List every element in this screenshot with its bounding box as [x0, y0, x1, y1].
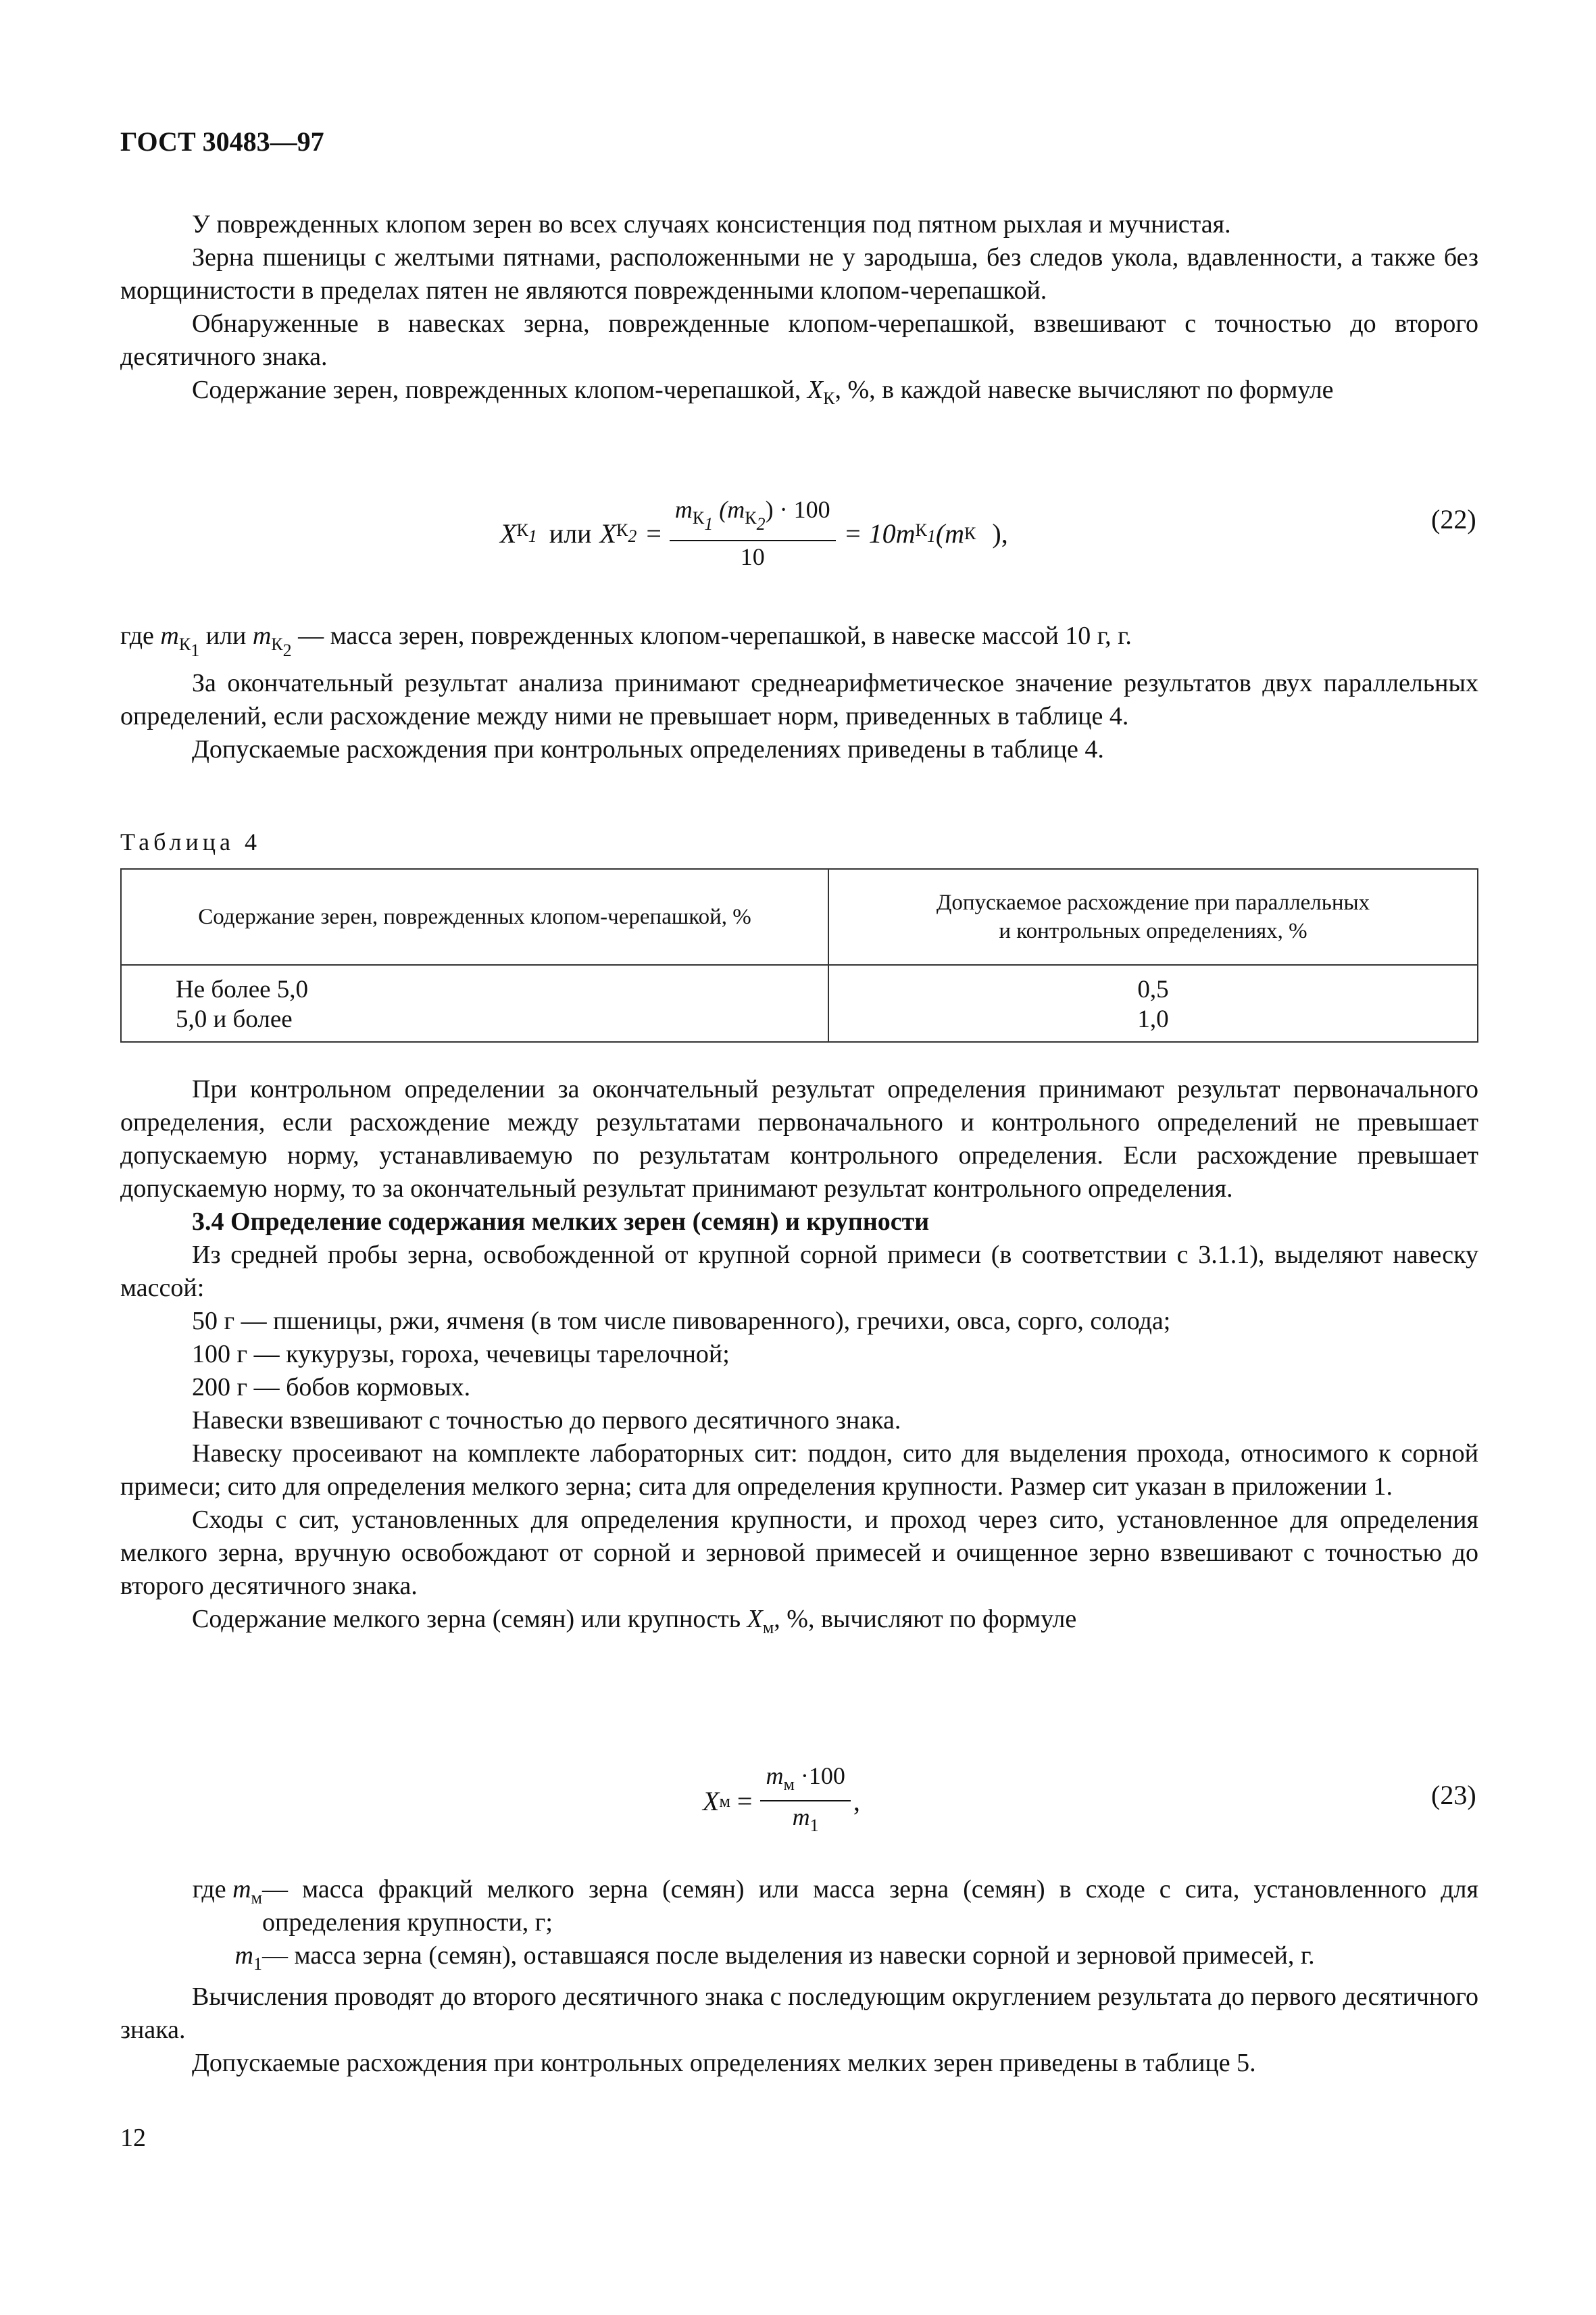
formula-23-fraction: $\frac{m_м \cdot 100}{m_1}$	[760, 1760, 850, 1841]
paragraph: За окончательный результат анализа принимают среднеарифметическое значение результатов двух параллельных определений, если расхождение между ними не превышает норм, приведенных в таблице 4.	[120, 669, 1478, 730]
table-row	[121, 965, 1478, 1042]
formula-23: X м = $\frac{m_м \cdot 100}{m_1}$ ,	[703, 1764, 860, 1838]
paragraph: 50 г — пшеницы, ржи, ячменя (в том числе пивоваренного), гречихи, овса, сорго, солода;	[192, 1307, 1171, 1335]
paragraph: Допускаемые расхождения при контрольных определениях мелких зерен приведены в таблице 5.	[192, 2049, 1256, 2077]
section-heading: 3.4 Определение содержания мелких зерен (семян) и крупности	[192, 1208, 930, 1236]
paragraph: Допускаемые расхождения при контрольных определениях приведены в таблице 4.	[192, 735, 1104, 764]
formula-22: X $К_1$ или X $К_2$ = $\frac{m_{К_1} (m_{К_2}) \cdot 100}{10}$ = 10m $К_1$ (m К ),	[500, 496, 1008, 570]
formula-22-where: где $m_{К_1}$ или $m_{К_2}$ — масса зерен, поврежденных клопом-черепашкой, в навеске массой 10 г, г.	[120, 622, 1132, 660]
paragraph: При контрольном определении за окончательный результат определения принимают результат первоначального определения, если расхождение между результатами первоначального и контрольного определений не превышает допускаемую норму, устанавливаемую по результатам контрольного определения. Если расхождение превышает допускаемую норму, то за окончательный результат принимают результат контрольного определения.	[120, 1075, 1478, 1203]
formula-23-number: (23)	[1431, 1780, 1476, 1810]
paragraph: Навеску просеивают на комплекте лабораторных сит: поддон, сито для выделения прохода, относимого к сорной примеси; сито для определения мелкого зерна; сита для определения крупности. Размер сит указан в приложении 1.	[120, 1439, 1478, 1501]
paragraph: Сходы с сит, установленных для определения крупности, и проход через сито, установленное для определения мелкого зерна, вручную освобождают от сорной и зерновой примесей и очищенное зерно взвешивают с точностью до второго десятичного знака.	[120, 1505, 1478, 1600]
paragraph: Навески взвешивают с точностью до первого десятичного знака.	[192, 1406, 901, 1435]
table-header-cell: Допускаемое расхождение при параллельных и контрольных определениях, %	[828, 869, 1478, 965]
formula-22-fraction: $\frac{m_{К_1} (m_{К_2}) \cdot 100}{10}$	[670, 494, 836, 572]
mid-paragraphs	[120, 620, 1478, 766]
formula-23-where-1: где $m_м$ — масса фракций мелкого зерна (семян) или масса зерна (семян) в сходе с сита, установленного для определения крупности, г;	[192, 1875, 1478, 1937]
paragraph: У поврежденных клопом зерен во всех случаях консистенция под пятном рыхлая и мучнистая.	[192, 210, 1231, 239]
table-header-cell: Содержание зерен, поврежденных клопом-черепашкой, %	[121, 869, 828, 965]
formula-22-number: (22)	[1431, 504, 1476, 534]
document-header: ГОСТ 30483—97	[120, 126, 324, 157]
table-header-row	[121, 869, 1478, 965]
paragraph: Зерна пшеницы с желтыми пятнами, расположенными не у зародыша, без следов укола, вдавленности, а также без морщинистости в пределах пятен не являются поврежденными клопом-черепашкой.	[120, 243, 1478, 305]
section-paragraphs	[120, 1073, 1478, 1644]
paragraph: 100 г — кукурузы, гороха, чечевицы тарелочной;	[192, 1340, 730, 1368]
paragraph: Вычисления проводят до второго десятичного знака с последующим округлением результата до первого десятичного знака.	[120, 1983, 1478, 2044]
table-cell: 0,5 1,0	[828, 965, 1478, 1042]
table-4-caption: Таблица 4	[120, 828, 261, 855]
end-paragraphs	[120, 1873, 1478, 2080]
formula-23-where-2: $m_1$ — масса зерна (семян), оставшаяся после выделения из навески сорной и зерновой примесей, г.	[234, 1941, 1315, 1974]
table-4	[120, 868, 1478, 1043]
formula-23-intro: Содержание мелкого зерна (семян) или крупность $X_м$, %, вычисляют по формуле	[192, 1605, 1077, 1637]
paragraph: Из средней пробы зерна, освобожденной от крупной сорной примеси (в соответствии с 3.1.1), выделяют навеску массой:	[120, 1241, 1478, 1302]
paragraph: 200 г — бобов кормовых.	[192, 1373, 471, 1401]
top-paragraphs	[120, 208, 1478, 415]
formula-22-intro: Содержание зерен, поврежденных клопом-черепашкой, $X_К$, %, в каждой навеске вычисляют по формуле	[192, 376, 1334, 408]
page-number: 12	[120, 2124, 146, 2152]
paragraph: Обнаруженные в навесках зерна, поврежденные клопом-черепашкой, взвешивают с точностью до второго десятичного знака.	[120, 309, 1478, 371]
table-cell: Не более 5,0 5,0 и более	[121, 965, 828, 1042]
